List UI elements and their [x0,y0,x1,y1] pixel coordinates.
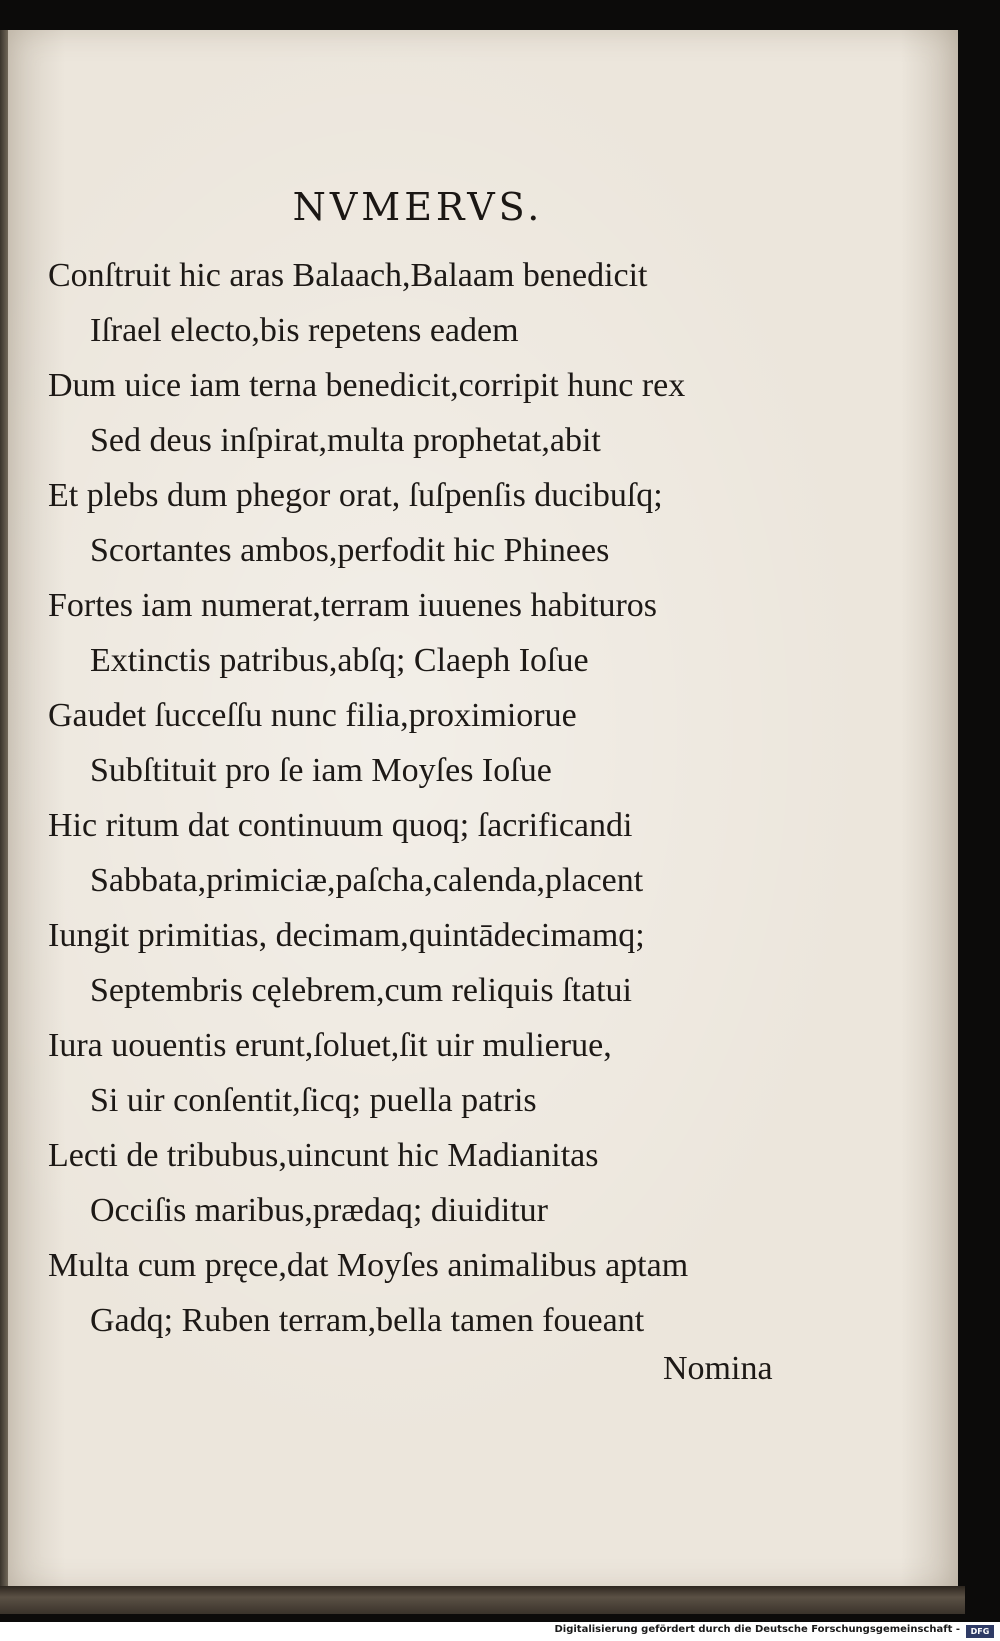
verse-block [48,248,908,1348]
verse-line: Hic ritum dat continuum quoq; ſacrificandi [48,807,633,844]
dfg-logo: DFG [966,1625,994,1638]
verse-line: Extinctis patribus,abſq; Claeph Ioſue [90,642,589,679]
verse-line: Scortantes ambos,perfodit hic Phinees [90,532,610,569]
verse-line: Sabbata,primiciæ,paſcha,calenda,placent [90,862,644,899]
book-page [8,30,958,1590]
verse-line: Dum uice iam terna benedicit,corripit hunc rex [48,367,686,404]
verse-line: Subſtituit pro ſe iam Moyſes Ioſue [90,752,552,789]
funding-credit: Digitalisierung gefördert durch die Deutsche Forschungsgemeinschaft - [554,1624,960,1635]
verse-line: Occiſis maribus,prædaq; diuiditur [90,1192,548,1229]
verse-line: Septembris cęlebrem,cum reliquis ſtatui [90,972,632,1009]
verse-line: Iura uouentis erunt,ſoluet,ſit uir mulierue, [48,1027,612,1064]
verse-line: Fortes iam numerat,terram iuuenes habituros [48,587,657,624]
footer-bar [0,1622,1000,1641]
verse-line: Et plebs dum phegor orat, ſuſpenſis ducibuſq; [48,477,663,514]
verse-line: Iſrael electo,bis repetens eadem [90,312,519,349]
page-header: NVMERVS. [292,185,544,229]
verse-line: Si uir conſentit,ſicq; puella patris [90,1082,537,1119]
verse-line: Lecti de tribubus,uincunt hic Madianitas [48,1137,599,1174]
verse-line: Conſtruit hic aras Balaach,Balaam benedicit [48,257,648,294]
verse-line: Multa cum pręce,dat Moyſes animalibus aptam [48,1247,689,1284]
verse-line: Iungit primitias, decimam,quintādecimamq; [48,917,645,954]
verse-line: Gadq; Ruben terram,bella tamen foueant [90,1302,645,1339]
verse-line: Sed deus inſpirat,multa prophetat,abit [90,422,601,459]
verse-line: Gaudet ſucceſſu nunc filia,proximiorue [48,697,577,734]
catchword: Nomina [663,1350,773,1387]
book-bottom-edge [0,1586,965,1614]
